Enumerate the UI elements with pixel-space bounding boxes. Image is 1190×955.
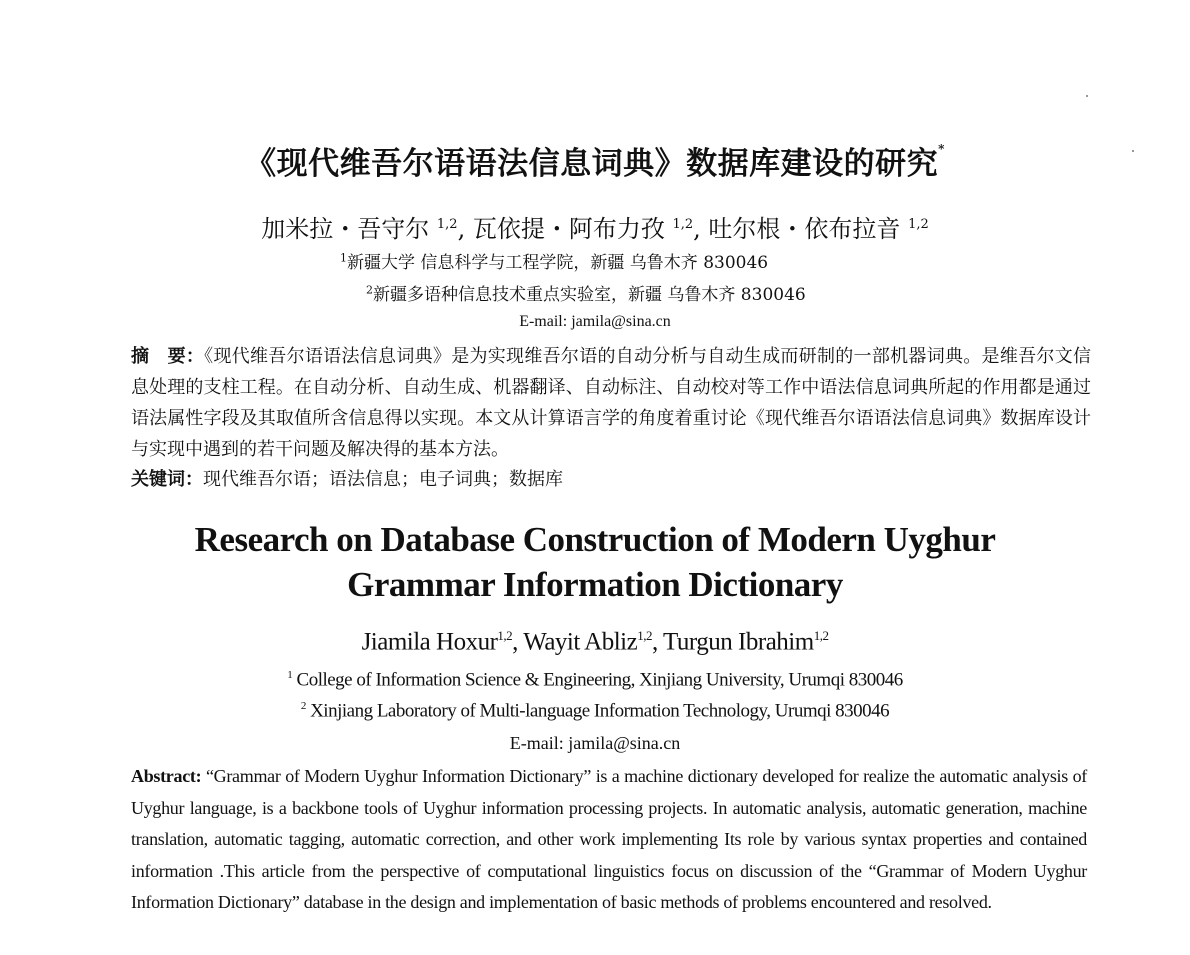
chinese-affiliation-1 bbox=[340, 248, 820, 273]
chinese-authors: 加米拉・吾守尔 $^{1,2}$, 瓦依提・阿布力孜 $^{1,2}$, 吐尔根・依布拉音 $^{1,2}$ bbox=[261, 215, 929, 243]
affiliation-mark: 2 bbox=[366, 283, 373, 297]
english-title-line-2: Grammar Information Dictionary bbox=[347, 565, 843, 604]
abstract-label: 摘 要： bbox=[131, 346, 205, 367]
english-affiliation-2 bbox=[0, 700, 1190, 722]
chinese-email: E-mail: jamila@sina.cn bbox=[519, 313, 671, 330]
english-affiliation-1 bbox=[0, 669, 1190, 691]
author-affil-mark: 1,2 bbox=[813, 628, 829, 643]
author-name: Wayit Abliz bbox=[523, 628, 638, 656]
english-authors: Jiamila Hoxur$^{1,2}$, Wayit Abliz$^{1,2}$, Turgun Ibrahim$^{1,2}$ bbox=[361, 628, 829, 656]
abstract-text: “Grammar of Modern Uyghur Information Dictionary” is a machine dictionary developed for realize the automatic analysis of Uyghur language, is a backbone tools of Uyghur information processing projects. In automatic analysis, automatic generation, machine translation, automatic tagging, automatic correction, and other work implementing Its role by various syntax properties and contained information .This article from the perspective of computational linguistics focus on discussion of the “Grammar of Modern Uyghur Information Dictionary” database in the design and implementation of basic methods of problems encountered and resolved. bbox=[131, 766, 1087, 912]
affiliation-text: Xinjiang Laboratory of Multi-language Information Technology, Urumqi 830046 bbox=[310, 700, 890, 722]
author-affil-mark: 1,2 bbox=[672, 217, 694, 232]
affiliation-mark: 2 bbox=[300, 700, 306, 712]
english-email: E-mail: jamila@sina.cn bbox=[509, 733, 681, 753]
author-affil-mark: 1,2 bbox=[436, 217, 458, 232]
chinese-abstract bbox=[131, 341, 1091, 465]
affiliation-mark: 1 bbox=[340, 251, 347, 265]
abstract-text: 《现代维吾尔语语法信息词典》是为实现维吾尔语的自动分析与自动生成而研制的一部机器词典。是维吾尔文信息处理的支柱工程。在自动分析、自动生成、机器翻译、自动标注、自动校对等工作中语法信息词典所起的作用都是通过语法属性字段及其取值所含信息得以实现。本文从计算语言学的角度着重讨论《现代维吾尔语语法信息词典》数据库设计与实现中遇到的若干问题及解决得的基本方法。 bbox=[131, 346, 1091, 460]
scan-speck bbox=[1132, 150, 1134, 152]
author-name: Jiamila Hoxur bbox=[361, 628, 498, 656]
keywords-text: 现代维吾尔语；语法信息；电子词典；数据库 bbox=[203, 469, 563, 490]
english-title-line-1: Research on Database Construction of Modern Uyghur bbox=[194, 520, 996, 559]
chinese-keywords bbox=[131, 465, 563, 491]
affiliation-mark: 1 bbox=[287, 669, 293, 681]
chinese-title bbox=[0, 138, 1190, 183]
english-title bbox=[0, 517, 1190, 607]
affiliation-text: 新疆多语种信息技术重点实验室，新疆 乌鲁木齐 830046 bbox=[373, 285, 806, 305]
affiliation-text: 新疆大学 信息科学与工程学院，新疆 乌鲁木齐 830046 bbox=[347, 253, 769, 273]
author-affil-mark: 1,2 bbox=[497, 628, 513, 643]
author-name: Turgun Ibrahim bbox=[663, 628, 814, 656]
author-name: 瓦依提・阿布力孜 bbox=[472, 215, 665, 243]
english-abstract bbox=[131, 761, 1087, 919]
author-name: 加米拉・吾守尔 bbox=[261, 215, 430, 243]
chinese-title-text: 《现代维吾尔语语法信息词典》数据库建设的研究 bbox=[245, 146, 939, 182]
abstract-label: Abstract: bbox=[131, 766, 202, 786]
scan-speck bbox=[1086, 95, 1088, 97]
title-footnote-mark: * bbox=[938, 142, 945, 156]
chinese-affiliation-2 bbox=[366, 280, 846, 305]
author-name: 吐尔根・依布拉音 bbox=[708, 215, 901, 243]
author-affil-mark: 1,2 bbox=[908, 217, 929, 232]
keywords-label: 关键词： bbox=[131, 469, 203, 490]
affiliation-text: College of Information Science & Engineering, Xinjiang University, Urumqi 830046 bbox=[296, 669, 903, 691]
author-affil-mark: 1,2 bbox=[637, 628, 652, 643]
